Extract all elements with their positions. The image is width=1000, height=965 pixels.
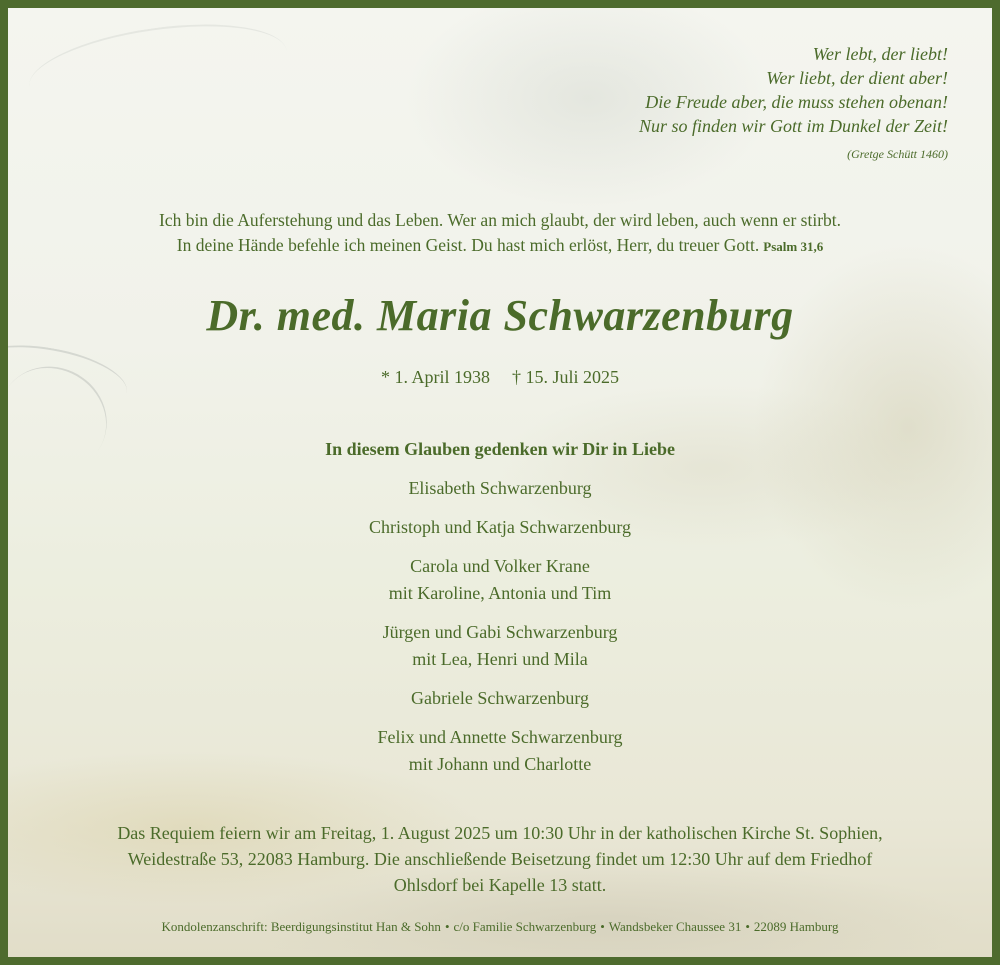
poem-line: Nur so finden wir Gott im Dunkel der Zeit! <box>639 116 948 136</box>
mourner-children: mit Johann und Charlotte <box>408 754 592 774</box>
condolence-part: Wandsbeker Chaussee 31 <box>608 919 742 934</box>
verse-line <box>8 233 992 259</box>
mourner-children: mit Karoline, Antonia und Tim <box>388 583 612 603</box>
poem-attribution: (Gretge Schütt 1460) <box>847 147 948 161</box>
separator-dot: • <box>600 919 605 934</box>
death-date: † 15. Juli 2025 <box>512 367 620 387</box>
verse-reference: Psalm 31,6 <box>763 239 824 254</box>
separator-dot: • <box>745 919 750 934</box>
mourner-name: Christoph und Katja Schwarzenburg <box>368 517 632 537</box>
service-line: Ohlsdorf bei Kapelle 13 statt. <box>393 875 607 895</box>
deceased-name: Dr. med. Maria Schwarzenburg <box>206 291 794 340</box>
service-info <box>8 820 992 898</box>
mourner-group <box>8 724 992 778</box>
service-line: Das Requiem feiern wir am Freitag, 1. August 2025 um 10:30 Uhr in der katholischen Kirche St. Sophien, <box>117 823 883 843</box>
mourner-name: Jürgen und Gabi Schwarzenburg <box>382 622 618 642</box>
mourner-group <box>8 475 992 502</box>
poem-line: Wer lebt, der liebt! <box>812 44 948 64</box>
poem <box>639 42 948 166</box>
mourner-name: Elisabeth Schwarzenburg <box>408 478 592 498</box>
life-dates <box>8 367 992 388</box>
verse-line: Ich bin die Auferstehung und das Leben. Wer an mich glaubt, der wird leben, auch wenn er stirbt. <box>158 210 842 230</box>
separator-dot: • <box>444 919 450 934</box>
branch-decoration <box>24 10 293 127</box>
mourners-heading: In diesem Glauben gedenken wir Dir in Liebe <box>325 439 675 459</box>
condolence-part: c/o Familie Schwarzenburg <box>453 919 597 934</box>
mourner-name: Carola und Volker Krane <box>410 556 590 576</box>
mourner-name: Gabriele Schwarzenburg <box>410 688 590 708</box>
mourner-group <box>8 553 992 607</box>
obituary-card <box>8 8 992 957</box>
mourner-name: Felix und Annette Schwarzenburg <box>377 727 623 747</box>
poem-line: Wer liebt, der dient aber! <box>766 68 948 88</box>
birth-date: * 1. April 1938 <box>380 367 490 387</box>
mourner-group <box>8 619 992 673</box>
condolence-address <box>8 919 992 935</box>
service-line: Weidestraße 53, 22083 Hamburg. Die anschließende Beisetzung findet um 12:30 Uhr auf dem Friedhof <box>127 849 873 869</box>
mourner-group <box>8 514 992 541</box>
mourner-children: mit Lea, Henri und Mila <box>412 649 588 669</box>
bible-verse <box>8 208 992 259</box>
mourners-list <box>8 436 992 790</box>
mourner-group <box>8 685 992 712</box>
condolence-part: 22089 Hamburg <box>753 919 839 934</box>
poem-line: Die Freude aber, die muss stehen obenan! <box>645 92 948 112</box>
condolence-part: Kondolenzanschrift: Beerdigungsinstitut Han & Sohn <box>161 919 441 934</box>
verse-text: In deine Hände befehle ich meinen Geist. Du hast mich erlöst, Herr, du treuer Gott. <box>176 235 760 255</box>
